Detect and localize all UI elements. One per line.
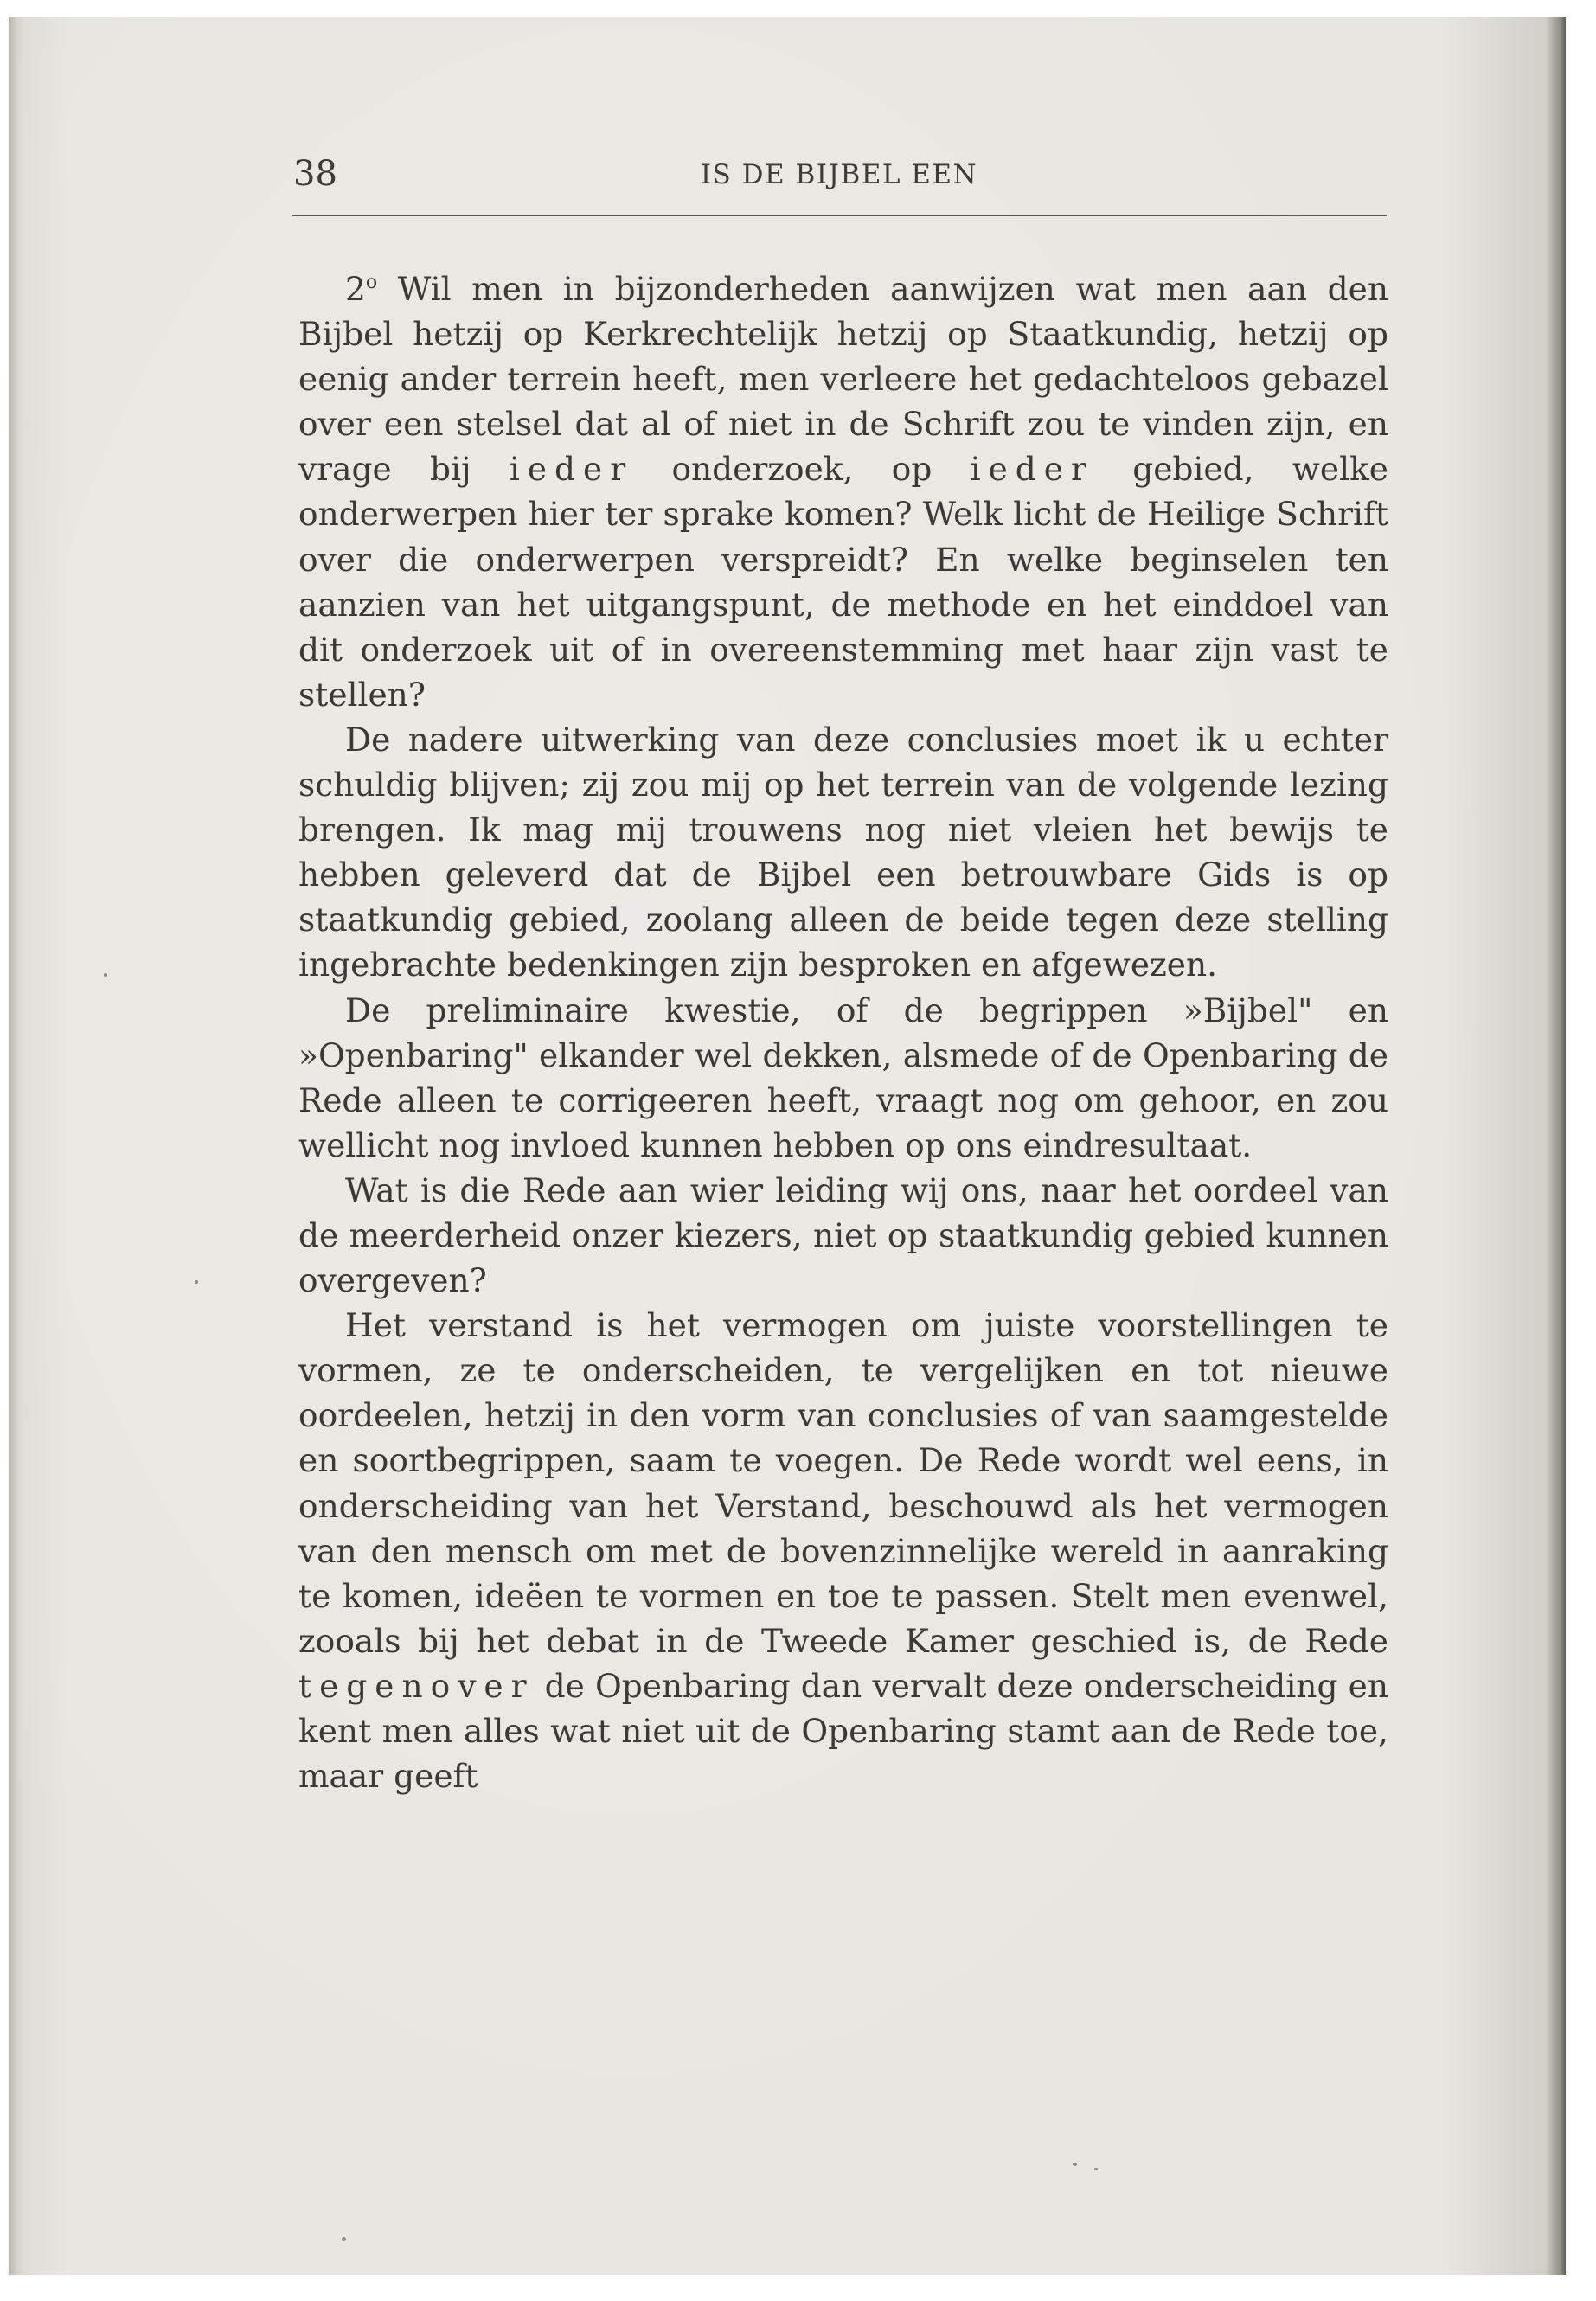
paragraph-5-text-b: de Openbaring dan vervalt deze onderscheiding en kent men alles wat niet uit de Openbaring stamt aan de Rede toe, maar geeft: [298, 1666, 1388, 1796]
page-right-edge-shadow: [1531, 17, 1566, 2275]
paper-speck: [1073, 2163, 1077, 2166]
paragraph-5: [298, 1303, 1388, 1798]
paragraph-1-number: 2: [345, 270, 366, 308]
paper-speck: [104, 973, 107, 977]
paragraph-1-text-b: onderzoek, op: [633, 450, 971, 489]
body-text: [298, 266, 1388, 1798]
paragraph-2: De nadere uitwerking van deze conclusies moet ik u echter schuldig blijven; zij zou mij op het terrein van de volgende lezing brengen. Ik mag mij trouwens nog niet vleien het bewijs te hebben geleverd dat de Bijbel een betrouwbare Gids is op staatkundig gebied, zoolang alleen de beide tegen deze stelling ingebrachte bedenkingen zijn besproken en afgewezen.: [298, 720, 1388, 984]
page-left-edge: [9, 17, 24, 2275]
paragraph-4: Wat is die Rede aan wier leiding wij ons, naar het oordeel van de meerderheid onzer kiezers, niet op staatkundig gebied kunnen overgeven?: [298, 1170, 1388, 1300]
book-page: [9, 17, 1566, 2275]
paragraph-5-text-a: Het verstand is het vermogen om juiste voorstellingen te vormen, ze te onderscheiden, te vergelijken en tot nieuwe oordeelen, hetzij in den vorm van conclusies of van saamgestelde en soortbegrippen, saam te voegen. De Rede wordt wel eens, in onderscheiding van het Verstand, beschouwd als het vermogen van den mensch om met de bovenzinnelijke wereld in aanraking te komen, ideëen te vormen en toe te passen. Stelt men evenwel, zooals bij het debat in de Tweede Kamer geschied is, de Rede: [298, 1306, 1388, 1660]
paragraph-3: De preliminaire kwestie, of de begrippen »Bijbel" en »Openbaring" elkander wel dekken, alsmede of de Openbaring de Rede alleen te corrigeeren heeft, vraagt nog om gehoor, en zou wellicht nog invloed kunnen hebben op ons eindresultaat.: [298, 990, 1388, 1164]
header-rule: [292, 215, 1387, 216]
paper-speck: [195, 1280, 198, 1284]
paper-speck: [1094, 2168, 1098, 2170]
paper-speck: [342, 2237, 346, 2241]
page-number: 38: [293, 154, 337, 194]
paragraph-5-emphasis: tegenover: [298, 1666, 535, 1705]
paragraph-1-text-c: gebied, welke onderwerpen hier ter sprake komen? Welk licht de Heilige Schrift over die onderwerpen verspreidt? En welke beginselen ten aanzien van het uitgangspunt, de methode en het einddoel van dit onderzoek uit of in overeenstemming met haar zijn vast te stellen?: [298, 450, 1388, 714]
paragraph-1-emphasis-2: ieder: [970, 450, 1094, 489]
running-title: IS DE BIJBEL EEN: [700, 159, 978, 190]
paragraph-1-superscript: o: [365, 272, 378, 293]
paragraph-1: [298, 266, 1388, 717]
paragraph-1-text-a: Wil men in bijzonderheden aanwijzen wat men aan den Bijbel hetzij op Kerkrechtelijk hetzij op Staatkundig, hetzij op eenig ander terrein heeft, men verleere het gedachteloos gebazel over een stelsel dat al of niet in de Schrift zou te vinden zijn, en vrage bij: [298, 270, 1388, 489]
page-header: [281, 154, 1397, 206]
paragraph-1-emphasis-1: ieder: [509, 450, 634, 489]
